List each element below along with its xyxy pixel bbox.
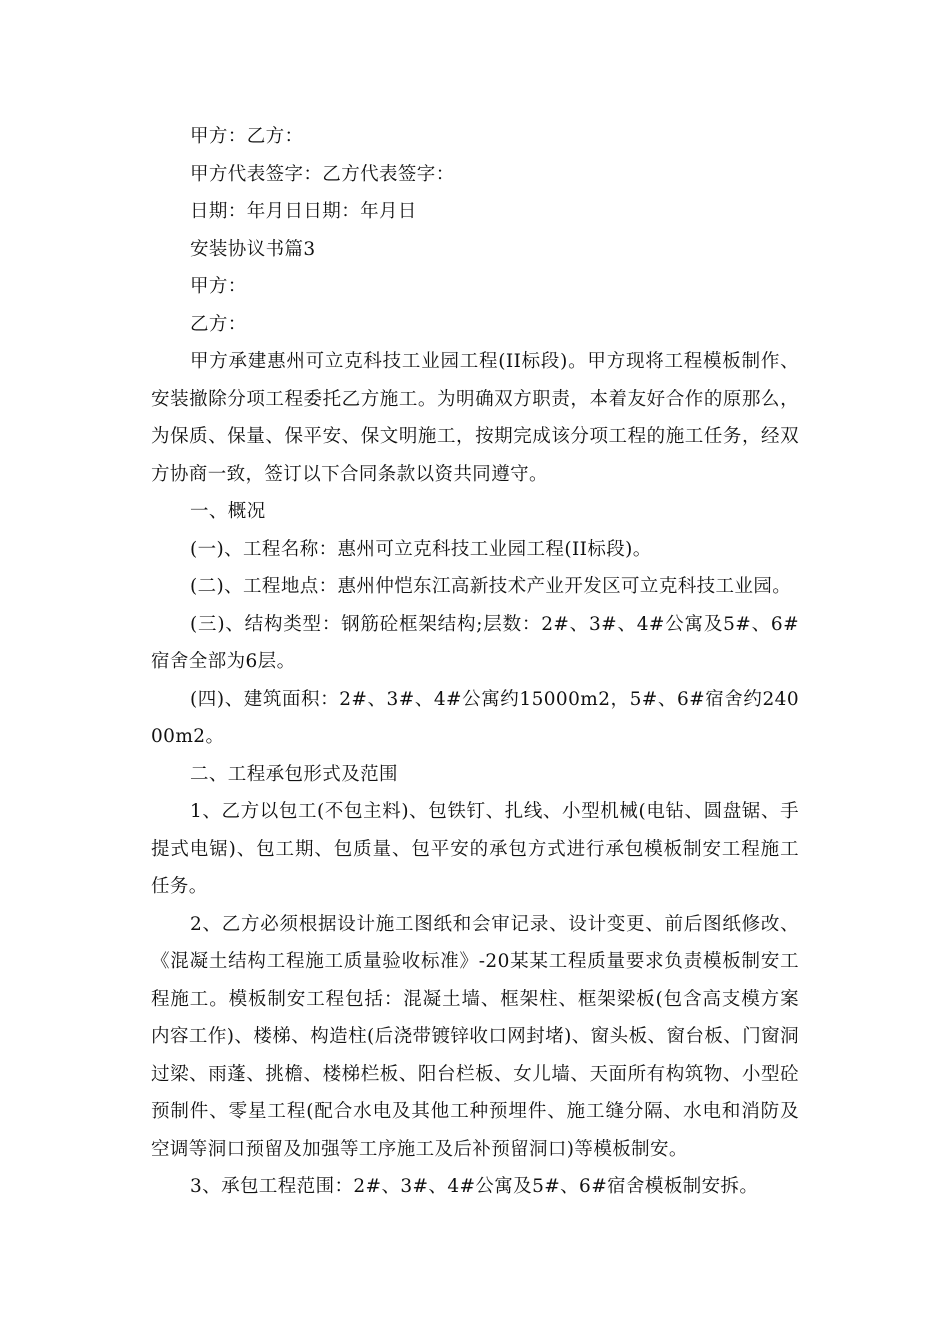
structure-type: (三)、结构类型：钢筋砼框架结构;层数：2#、3#、4#公寓及5#、6#宿舍全部为6层。: [151, 613, 799, 672]
heading-overview: 一、概况: [190, 501, 266, 522]
date-line: 日期：年月日日期：年月日: [190, 201, 417, 222]
clause-3: 3、承包工程范围：2#、3#、4#公寓及5#、6#宿舍模板制安拆。: [190, 1176, 759, 1197]
clause-2: 2、乙方必须根据设计施工图纸和会审记录、设计变更、前后图纸修改、《混凝土结构工程施工质量验收标准》-20某某工程质量要求负责模板制安工程施工。模板制安工程包括：混凝土墙、框架柱、框架梁板(包含高支模方案内容工作)、楼梯、构造柱(后浇带镀锌收口网封堵)、窗头板、窗台板、门窗洞过梁、雨蓬、挑檐、楼梯栏板、阳台栏板、女儿墙、天面所有构筑物、小型砼预制件、零星工程(配合水电及其他工种预埋件、施工缝分隔、水电和消防及空调等洞口预留及加强等工序施工及后补预留洞口)等模板制安。: [151, 913, 799, 1160]
project-name: (一)、工程名称：惠州可立克科技工业园工程(II标段)。: [190, 538, 652, 560]
building-area: (四)、建筑面积：2#、3#、4#公寓约15000m2，5#、6#宿舍约24000m2。: [151, 688, 799, 747]
project-location: (二)、工程地点：惠州仲恺东江高新技术产业开发区可立克科技工业园。: [190, 576, 792, 597]
party-a-line: 甲方：: [190, 276, 247, 297]
party-b-line: 乙方：: [190, 313, 247, 335]
signature-line: 甲方代表签字：乙方代表签字：: [190, 163, 455, 185]
clause-1: 1、乙方以包工(不包主料)、包铁钉、扎线、小型机械(电钻、圆盘锯、手提式电锯)、包工期、包质量、包平安的承包方式进行承包模板制安工程施工任务。: [151, 801, 799, 897]
party-line: 甲方：乙方：: [190, 126, 304, 147]
document-body: [151, 118, 799, 1206]
intro-paragraph: 甲方承建惠州可立克科技工业园工程(II标段)。甲方现将工程模板制作、安装撤除分项工程委托乙方施工。为明确双方职责，本着友好合作的原那么，为保质、保量、保平安、保文明施工，按期完成该分项工程的施工任务，经双方协商一致，签订以下合同条款以资共同遵守。: [151, 351, 799, 485]
heading-contract-form: 二、工程承包形式及范围: [190, 763, 398, 785]
section-title: 安装协议书篇3: [190, 238, 316, 260]
